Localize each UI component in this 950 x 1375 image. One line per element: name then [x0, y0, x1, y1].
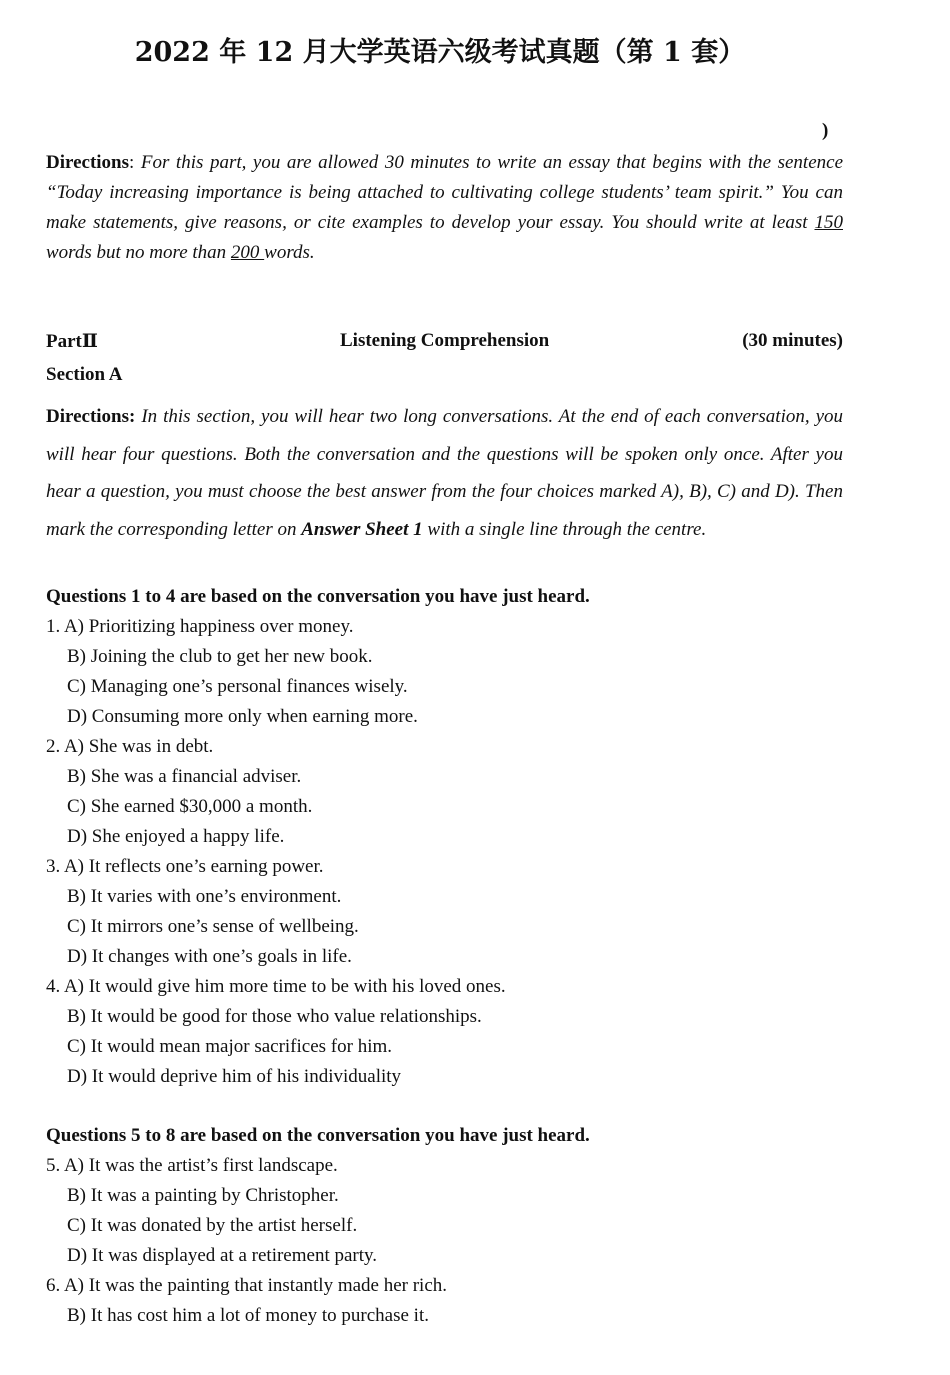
question-2-option-c: C) She earned $30,000 a month.: [67, 796, 313, 817]
question-6-option-b: B) It has cost him a lot of money to purchase it.: [67, 1305, 429, 1326]
question-1-option-d: D) Consuming more only when earning more.: [67, 706, 418, 727]
listening-directions-text-b: with a single line through the centre.: [422, 518, 707, 540]
question-group-1: [46, 582, 866, 1092]
question-group-heading: Questions 5 to 8 are based on the conversation you have just heard.: [46, 1125, 590, 1146]
question-3-option-d: D) It changes with one’s goals in life.: [67, 946, 352, 967]
writing-directions: [46, 148, 843, 268]
writing-directions-text-b: words but no more than: [46, 242, 231, 263]
question-4-option-d: D) It would deprive him of his individuality: [67, 1066, 402, 1087]
part-header: [46, 330, 843, 356]
question-3-option-a: 3. A) It reflects one’s earning power.: [46, 856, 324, 877]
question-2-option-b: B) She was a financial adviser.: [67, 766, 302, 787]
question-group-heading: Questions 1 to 4 are based on the conversation you have just heard.: [46, 586, 590, 607]
page-title: 2022 年 12 月大学英语六级考试真题（第 1 套）: [134, 37, 746, 68]
question-5-option-d: D) It was displayed at a retirement party.: [67, 1245, 378, 1266]
question-3-option-b: B) It varies with one’s environment.: [67, 886, 342, 907]
question-4-option-b: B) It would be good for those who value relationships.: [67, 1006, 482, 1027]
stray-parenthesis: ): [822, 120, 829, 141]
question-group-2: [46, 1121, 866, 1331]
part-time: (30 minutes): [742, 330, 843, 351]
writing-directions-text-c: words.: [264, 242, 315, 263]
max-words: 200: [230, 242, 265, 263]
writing-directions-text-a: For this part, you are allowed 30 minutes to write an essay that begins with the sentence “Today increasing importance is being attached to cultivating college students’ team spirit.” You can make statements, give reasons, or cite examples to develop your essay. You should write at least: [46, 152, 844, 233]
question-5-option-c: C) It was donated by the artist herself.: [67, 1215, 358, 1236]
question-5-option-a: 5. A) It was the artist’s first landscape.: [46, 1155, 338, 1176]
part-number: PartⅡ: [46, 331, 98, 352]
question-1-option-c: C) Managing one’s personal finances wisely.: [67, 676, 408, 697]
question-4-option-a: 4. A) It would give him more time to be with his loved ones.: [46, 976, 506, 997]
listening-directions-label: Directions:: [46, 406, 136, 427]
question-6-option-a: 6. A) It was the painting that instantly made her rich.: [46, 1275, 448, 1296]
question-1-option-a: 1. A) Prioritizing happiness over money.: [46, 616, 354, 637]
listening-directions: [46, 398, 843, 548]
question-3-option-c: C) It mirrors one’s sense of wellbeing.: [67, 916, 359, 937]
part-name: Listening Comprehension: [340, 330, 550, 351]
question-4-option-c: C) It would mean major sacrifices for him.: [67, 1036, 393, 1057]
section-heading: Section A: [46, 364, 123, 385]
question-5-option-b: B) It was a painting by Christopher.: [67, 1185, 339, 1206]
listening-directions-text-a: In this section, you will hear two long conversations. At the end of each conversation, you will hear four questions. Both the conversation and the questions will be spoken only once. After you hear a question, you must choose the best answer from the four choices marked A), B), C) and D). Then mark the corresponding letter on: [46, 406, 843, 540]
min-words: 150: [814, 212, 843, 233]
writing-directions-separator: :: [129, 152, 141, 173]
question-1-option-b: B) Joining the club to get her new book.: [67, 646, 373, 667]
writing-directions-label: Directions: [46, 152, 130, 173]
answer-sheet-label: Answer Sheet 1: [301, 518, 423, 540]
question-2-option-a: 2. A) She was in debt.: [46, 736, 214, 757]
question-2-option-d: D) She enjoyed a happy life.: [67, 826, 285, 847]
